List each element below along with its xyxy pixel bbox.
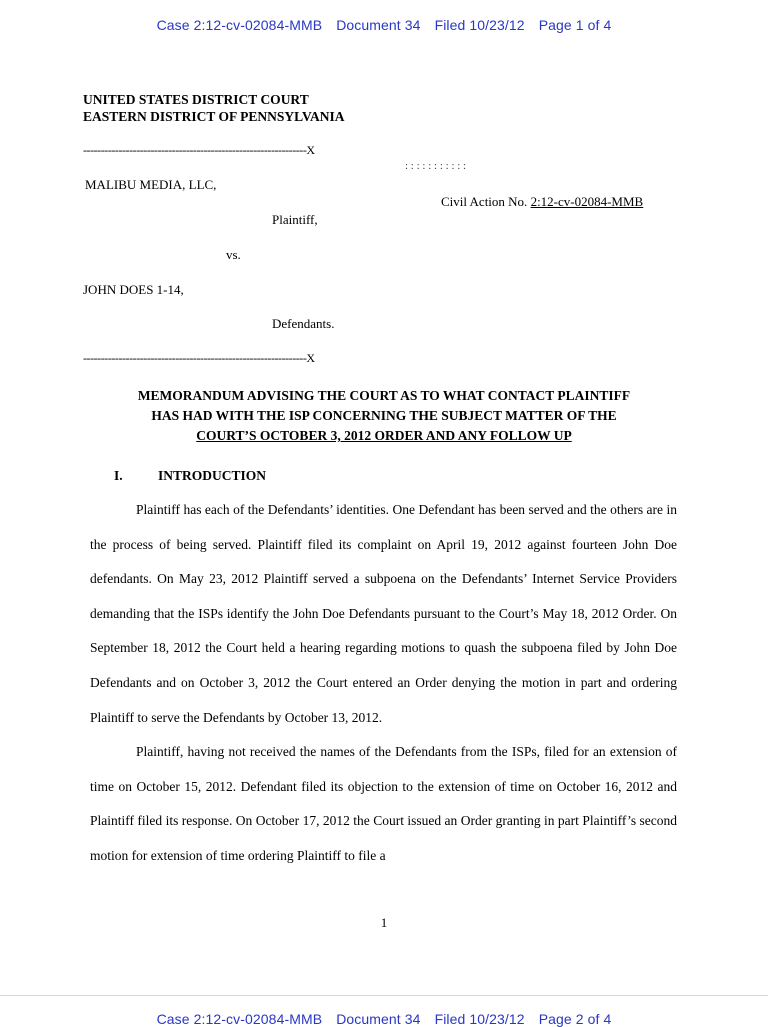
page-indicator: Page 1 of 4 bbox=[538, 17, 612, 33]
case-number: Case 2:12-cv-02084-MMB bbox=[156, 17, 323, 33]
document-number: Document 34 bbox=[336, 1011, 421, 1027]
court-name: UNITED STATES DISTRICT COURT bbox=[83, 92, 309, 107]
case-number: Case 2:12-cv-02084-MMB bbox=[156, 1011, 323, 1027]
court-district: EASTERN DISTRICT OF PENNSYLVANIA bbox=[83, 109, 345, 124]
next-page-header bbox=[0, 1011, 768, 1027]
title-line-2: HAS HAD WITH THE ISP CONCERNING THE SUBJECT MATTER OF THE bbox=[151, 408, 617, 423]
title-line-3: COURT’S OCTOBER 3, 2012 ORDER AND ANY FOLLOW UP bbox=[196, 428, 572, 443]
page-divider bbox=[0, 995, 768, 996]
caption-colon-column: : : : : : : : : : : : bbox=[405, 160, 467, 172]
page-indicator: Page 2 of 4 bbox=[538, 1011, 612, 1027]
filed-date: Filed 10/23/12 bbox=[434, 17, 525, 33]
paragraph: Plaintiff, having not received the names of the Defendants from the ISPs, filed for an extension of time on October 15, 2012. Defendant filed its objection to the extension of time on October 16, 2012 and Plaintiff filed its response. On October 17, 2012 the Court issued an Order granting in part Plaintiff’s second motion for extension of time ordering Plaintiff to file a bbox=[90, 744, 677, 863]
plaintiff-label: Plaintiff, bbox=[272, 212, 318, 227]
title-line-1: MEMORANDUM ADVISING THE COURT AS TO WHAT CONTACT PLAINTIFF bbox=[137, 388, 631, 403]
paragraph: Plaintiff has each of the Defendants’ identities. One Defendant has been served and the others are in the process of being served. Plaintiff filed its complaint on April 19, 2012 against fourteen John Doe defendants. On May 23, 2012 Plaintiff served a subpoena on the Defendants’ Internet Service Providers demanding that the ISPs identify the John Doe Defendants pursuant to the Court’s May 18, 2012 Order. On September 18, 2012 the Court held a hearing regarding motions to quash the subpoena filed by John Doe Defendants and on October 3, 2012 the Court entered an Order denying the motion in part and ordering Plaintiff to serve the Defendants by October 13, 2012. bbox=[90, 502, 677, 725]
filed-date: Filed 10/23/12 bbox=[434, 1011, 525, 1027]
ecf-header bbox=[0, 17, 768, 33]
section-heading: INTRODUCTION bbox=[158, 468, 267, 483]
defendant-name: JOHN DOES 1-14, bbox=[83, 282, 184, 297]
defendant-label: Defendants. bbox=[272, 316, 335, 331]
plaintiff-name: MALIBU MEDIA, LLC, bbox=[85, 177, 217, 192]
document-title bbox=[90, 386, 678, 446]
body-text bbox=[90, 493, 677, 874]
page-number: 1 bbox=[380, 915, 388, 930]
document-number: Document 34 bbox=[336, 17, 421, 33]
caption-divider-bottom: ---------------------------------------------------------------X bbox=[83, 351, 315, 365]
versus-label: vs. bbox=[226, 247, 241, 262]
caption-divider-top: ---------------------------------------------------------------X bbox=[83, 143, 315, 157]
section-number: I. bbox=[114, 468, 123, 483]
civil-action-number: 2:12-cv-02084-MMB bbox=[530, 194, 644, 209]
civil-action bbox=[441, 194, 643, 210]
civil-action-label: Civil Action No. bbox=[441, 194, 528, 209]
